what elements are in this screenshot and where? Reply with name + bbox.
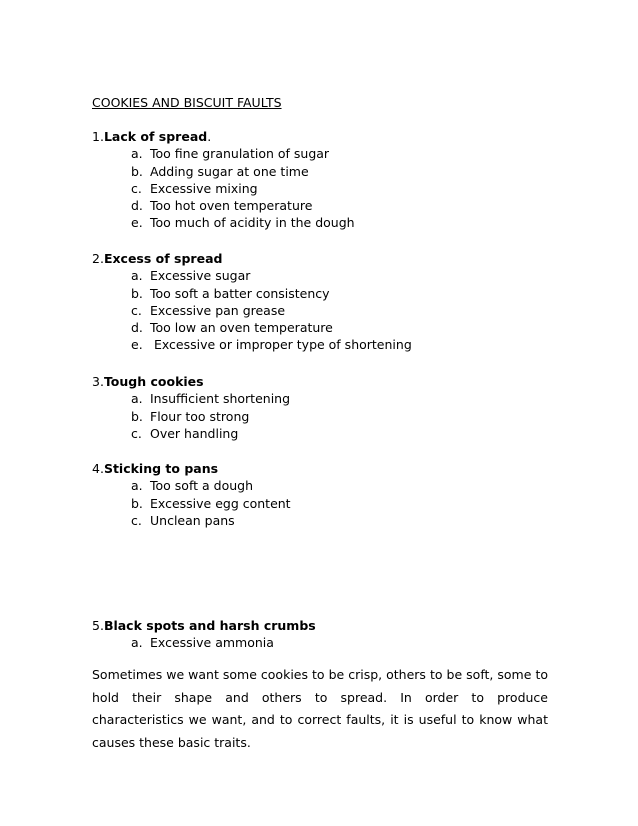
section-heading-text: Black spots and harsh crumbs (103, 618, 316, 633)
section-heading-suffix: . (207, 129, 212, 144)
section-number: 3. (92, 374, 104, 389)
list-item (92, 477, 552, 494)
list-item-text: Excessive ammonia (150, 635, 274, 651)
list-item-text: Too soft a batter consistency (150, 285, 330, 301)
section-heading-text: Excess of spread (103, 251, 223, 266)
list-item-text: Excessive egg content (150, 495, 291, 511)
list-item-text: Too low an oven temperature (150, 320, 333, 336)
list-item-letter: e. (131, 337, 143, 353)
list-item (92, 163, 552, 180)
section-heading (92, 373, 552, 390)
list-item-letter: b. (131, 163, 143, 179)
list-item (92, 634, 552, 651)
list-item-text: Too soft a dough (150, 478, 253, 494)
section-excess-of-spread (92, 250, 552, 354)
section-tough-cookies (92, 373, 552, 442)
section-number: 4. (92, 461, 104, 476)
list-item (92, 390, 552, 407)
list-item-text: Too fine granulation of sugar (150, 146, 330, 162)
list-item (92, 512, 552, 529)
list-item (92, 180, 552, 197)
section-number: 5. (92, 618, 104, 633)
list-item-letter: d. (131, 198, 143, 214)
fault-causes-list (92, 634, 552, 651)
list-item-letter: b. (131, 495, 143, 511)
section-heading-text: Sticking to pans (103, 461, 219, 476)
list-item (92, 267, 552, 284)
list-item (92, 197, 552, 214)
list-item (92, 425, 552, 442)
list-item-letter: a. (131, 146, 143, 162)
fault-causes-list (92, 145, 552, 231)
list-item (92, 495, 552, 512)
list-item-text: Too much of acidity in the dough (150, 215, 355, 231)
section-heading (92, 460, 552, 477)
list-item-letter: b. (131, 285, 143, 301)
list-item-letter: a. (131, 391, 143, 407)
closing-paragraph: Sometimes we want some cookies to be crisp, others to be soft, some to hold their shape and others to spread. In order to produce characteristics we want, and to correct faults, it is useful to know what causes these basic traits. (92, 667, 548, 750)
list-item (92, 408, 552, 425)
list-item-letter: c. (131, 512, 142, 528)
list-item-letter: c. (131, 425, 142, 441)
section-heading-text: Lack of spread (103, 129, 208, 144)
list-item-letter: e. (131, 215, 143, 231)
section-heading (92, 250, 552, 267)
list-item-letter: d. (131, 320, 143, 336)
list-item-letter: a. (131, 478, 143, 494)
list-item (92, 145, 552, 162)
fault-causes-list (92, 267, 552, 353)
list-item-letter: b. (131, 408, 143, 424)
list-item (92, 336, 552, 353)
section-heading-text: Tough cookies (103, 374, 204, 389)
list-item-letter: a. (131, 635, 143, 651)
list-item (92, 302, 552, 319)
list-item-letter: a. (131, 268, 143, 284)
section-lack-of-spread (92, 128, 552, 232)
section-number: 2. (92, 251, 104, 266)
section-heading (92, 128, 552, 145)
fault-causes-list (92, 477, 552, 529)
list-item (92, 319, 552, 336)
list-item-text: Too hot oven temperature (150, 198, 313, 214)
list-item-text: Unclean pans (150, 512, 235, 528)
list-item-letter: c. (131, 180, 142, 196)
section-heading (92, 617, 552, 634)
list-item-text: Insufficient shortening (150, 391, 291, 407)
list-item-text: Excessive or improper type of shortening (150, 337, 412, 353)
section-black-spots (92, 617, 552, 652)
section-sticking-to-pans (92, 460, 552, 529)
list-item-text: Excessive mixing (150, 180, 258, 196)
list-item-letter: c. (131, 302, 142, 318)
fault-causes-list (92, 390, 552, 442)
list-item-text: Excessive sugar (150, 268, 251, 284)
document-title: COOKIES AND BISCUIT FAULTS (92, 95, 282, 110)
list-item (92, 214, 552, 231)
list-item (92, 285, 552, 302)
list-item-text: Over handling (150, 425, 239, 441)
list-item-text: Flour too strong (150, 408, 250, 424)
list-item-text: Excessive pan grease (150, 302, 286, 318)
section-number: 1. (92, 129, 104, 144)
list-item-text: Adding sugar at one time (150, 163, 309, 179)
